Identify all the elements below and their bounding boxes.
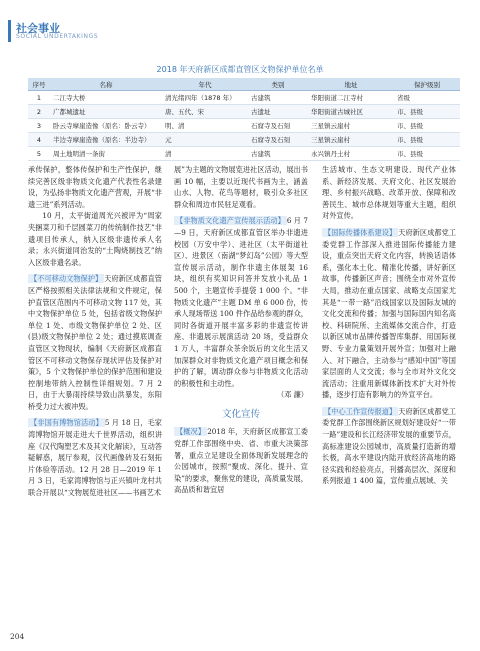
table-cell: 4 bbox=[28, 133, 50, 147]
table-cell: 清光绪四年（1878 年） bbox=[162, 91, 248, 105]
table-cell: 市、县级 bbox=[394, 119, 460, 133]
table-cell: 古建筑 bbox=[248, 147, 308, 161]
section-heading: 【中心工作宣传报道】 bbox=[324, 406, 397, 416]
table-cell: 唐、五代、宋 bbox=[162, 105, 248, 119]
table-cell: 1 bbox=[28, 91, 50, 105]
table-cell: 市、县级 bbox=[394, 133, 460, 147]
section-body: 5 月 18 日，毛家湾博物馆开展走进大千世界活动，组织讲座《汉代陶塑艺术及其文化解读》，互动答疑解惑，展厅参观，汉代画像砖及石刻拓片体验等活动。12 月 28 日—2019 年 1 月 3 日，毛家湾博物馆与正兴镇叶龙村共联合开展以“文物展览进社区——书画艺术 bbox=[28, 418, 162, 498]
section-heading: 【不可移动文物保护】 bbox=[30, 274, 103, 284]
table-cell: 石窟寺及石刻 bbox=[248, 133, 308, 147]
table-cell: 卧云寺摩崖造像（原名：卧云寺） bbox=[50, 119, 162, 133]
table-cell: 华阳街道古城社区 bbox=[308, 105, 394, 119]
text-column-2 bbox=[174, 164, 308, 496]
paragraph: 承传保护，整体传保护和生产性保护，继续完善区级非物质文化遗产代表性名录建设，为弘扬非物质文化遗产营观，开展“非遗三进”系列活动。 bbox=[28, 165, 162, 209]
signature: （邓 濂） bbox=[276, 390, 308, 400]
table-cell: 市、县级 bbox=[394, 147, 460, 161]
table-header-cell: 年代 bbox=[162, 78, 248, 91]
table-cell: 三星镇云崖村 bbox=[308, 119, 394, 133]
section-heading: 【国际传播体系建设】 bbox=[324, 227, 397, 237]
section-heading: 【概况】 bbox=[176, 427, 206, 437]
table-cell: 半边寺摩崖造像（原名：半边寺） bbox=[50, 133, 162, 147]
table-cell: 古遗址 bbox=[248, 105, 308, 119]
table-cell: 3 bbox=[28, 119, 50, 133]
table-header-cell: 类别 bbox=[248, 78, 308, 91]
table-row bbox=[28, 105, 460, 119]
table-cell: 明、清 bbox=[162, 119, 248, 133]
table-cell: 清 bbox=[162, 147, 248, 161]
table-cell: 永兴镇丹土村 bbox=[308, 147, 394, 161]
table-cell: 广都城遗址 bbox=[50, 105, 162, 119]
table-cell: 三星镇云崖村 bbox=[308, 133, 394, 147]
table-cell: 2 bbox=[28, 105, 50, 119]
section-title: 文化宣传 bbox=[221, 408, 260, 420]
paragraph bbox=[28, 273, 162, 412]
header-accent-bar bbox=[8, 20, 11, 42]
table-header-cell: 名称 bbox=[50, 78, 162, 91]
paragraph bbox=[322, 227, 456, 401]
paragraph bbox=[174, 215, 308, 389]
table-row bbox=[28, 91, 460, 105]
table-header-cell: 保护级别 bbox=[394, 78, 460, 91]
text-column-1 bbox=[28, 164, 162, 499]
table-row bbox=[28, 147, 460, 161]
paragraph bbox=[174, 426, 308, 496]
section-body: 天府新区成都直管区严格按照相关法律法规和文件规定，保护直管区范围内不可移动文物 117 处，其中文物保护单位 5 处，包括省级文物保护单位 1 处、市级文物保护单位 2 处、区(县)级文物保护单位 2 处；通过摸底调查直管区文物现状，编制《天府新区成都直管区不可移动文物保存现状评估及保护对策》，5 个文物保护单位的保护范围和建设控制地带纳入控制性详细规划。7 月 2 日，由于大暴雨持续导致山洪暴发，东阳桥受力过大被冲毁。 bbox=[28, 274, 162, 411]
header-title: 社会事业 bbox=[16, 22, 60, 35]
table-cell: 元 bbox=[162, 133, 248, 147]
text-column-3 bbox=[322, 164, 456, 487]
section-body: 2018 年，天府新区成都宣工委党群工作部围绕中央、省、市重大决策部署，重点立足建设全面体现新发展理念的公园城市，按照“聚成、深化、提升、宣染”的要求，聚焦党的建设，高质量发展，高品质和谐宜居 bbox=[174, 427, 308, 495]
table-header-row bbox=[28, 78, 460, 91]
section-body: 6 月 7—9 日，天府新区成都直管区举办非遗进校园（万安中学）、进社区（太平街道社区）、进景区（南湖“梦幻岛”公园）等大型宣传展示活动，制作非遗主体展架 16 块，组织有奖知识问答并发放小礼品 1 500 个，主题宣传手提袋 1 000 个。“非物质文化遗产”主题 DM 单 6 000 份，传承人现场帮送 100 件作品给参观的群众，同时各街道开展丰富多彩的非遗宣传讲座、非遗展示展演活动 20 场，受益群众 1 万人，丰富群众茶余饭后的文化生活又加深群众对非物质文化遗产项目概念和保护的了解，调动群众参与非物质文化活动的积极性和主动性。 bbox=[174, 216, 308, 388]
table-cell: 市、县级 bbox=[394, 105, 460, 119]
page-number: 204 bbox=[10, 632, 25, 641]
table-cell: 华阳街道二江寺村 bbox=[308, 91, 394, 105]
table-cell: 古建筑 bbox=[248, 91, 308, 105]
section-body: 天府新区成都党工委党群工作部围绕新区规划好建设好“一带一路”建设和长江经济带发展的重要节点，高标准建设公园城市，高质量打造新的增长极，高水平建设内陆开放经济高地的路径实践和经验亮点，刊播高层次、深度和系列报道 1 400 篇，宣传重点展域、关 bbox=[322, 406, 456, 486]
paragraph: 展”为主题的文物展览进社区活动，展出书画 10 幅，主要以近现代书画为主，涵盖山水、人物、花鸟等题材，吸引众多社区群众和周边市民驻足观看。 bbox=[174, 165, 308, 209]
table-cell: 省级 bbox=[394, 91, 460, 105]
table-header-cell: 序号 bbox=[28, 78, 50, 91]
section-body: 天府新区成都党工委党群工作部深入推进国际传播能力建设，重点突出天府文化内容，转换话语体系，强化本土化、精准化传播，讲好新区故事，传播新区声音；围绕全市对外宣传大局，推动在重点国家、战略支点国家尤其是“一带一路”沿线国家以及国际友城的文化交流和传播；加强与国际国内知名高校、科研院所、主流媒体交流合作，打造以新区城市品牌传播智库集群、用国际视野、专业力量策划开展外宣；加强对上融入、对下融合，主动参与“感知中国”等国家层面的人文交流；参与全市对外文化交流活动；注重用新媒体新技术扩大对外传播，逐步打造有影响力的外宣平台。 bbox=[322, 227, 456, 400]
table-cell: 石窟寺及石刻 bbox=[248, 119, 308, 133]
paragraph bbox=[322, 406, 456, 487]
paragraph bbox=[28, 417, 162, 498]
table-cell: 二江寺大桥 bbox=[50, 91, 162, 105]
table-cell: 5 bbox=[28, 147, 50, 161]
table-title: 2018 年天府新区成都直管区文物保护单位名单 bbox=[156, 65, 324, 74]
paragraph: 10 月，太平街道周光兴被评为“周家夹捆菜刀和千层圆菜刀的传统制作技艺”非遗项目传承人，纳入区级非遗传承人名录；永兴街道同治发的“土陶烧制技艺”纳入区级非遗名录。 bbox=[28, 211, 162, 267]
table-row bbox=[28, 133, 460, 147]
table-row bbox=[28, 119, 460, 133]
header-subtitle: SOCIAL UNDERTAKINGS bbox=[16, 33, 99, 40]
table-header-cell: 地址 bbox=[308, 78, 394, 91]
heritage-table bbox=[28, 78, 460, 161]
paragraph: 生活城市、生态文明建设、现代产业体系、新经济发展、天府文化、社区发展治理、乡村振兴战略、改革开放、保障和改善民生、城市总体规划等重大主题，组织对外宣传。 bbox=[322, 165, 456, 221]
table-cell: 周土地明清一条街 bbox=[50, 147, 162, 161]
section-heading: 【非国有博物馆活动】 bbox=[30, 418, 103, 428]
section-heading: 【非物质文化遗产宣传展示活动】 bbox=[176, 216, 285, 226]
